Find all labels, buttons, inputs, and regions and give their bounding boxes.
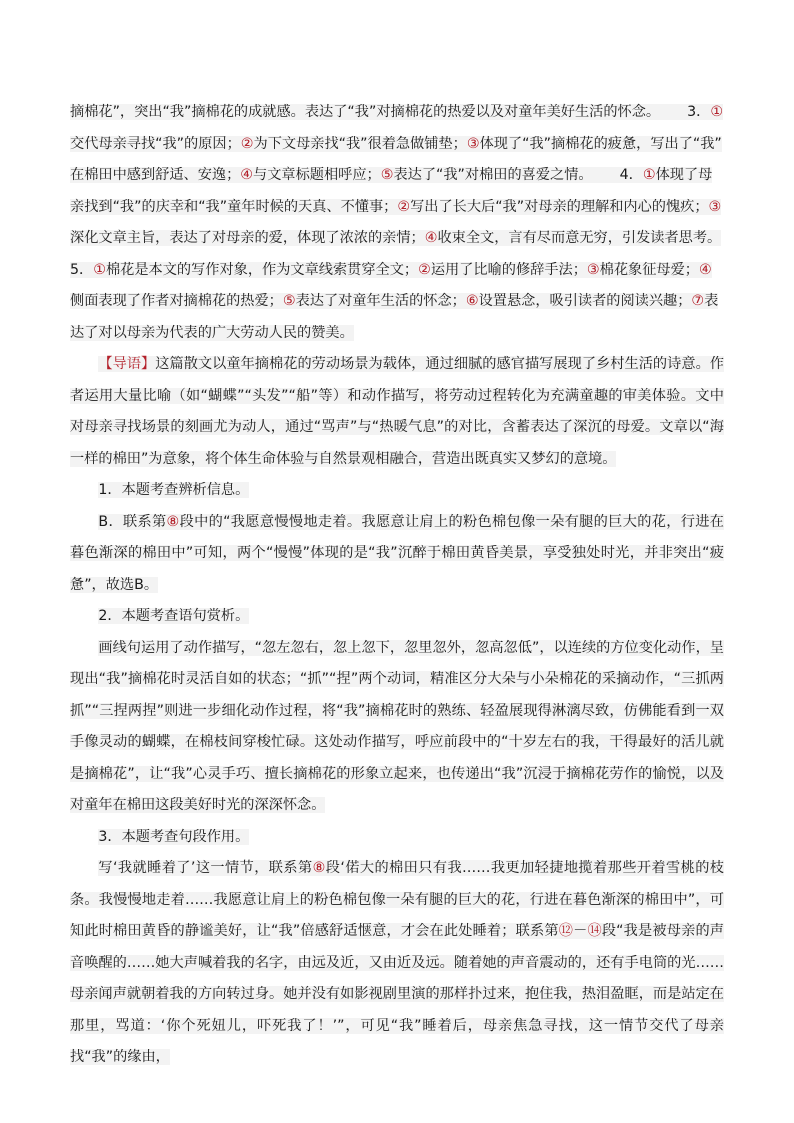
- question-number: 5．: [70, 261, 94, 278]
- q1-heading: [70, 475, 724, 507]
- answer-text: 写出了长大后“我”对母亲的理解和内心的愧疚；: [410, 198, 709, 215]
- answer-text: 深化文章主旨，表达了对母亲的爱，体现了浓浓的亲情；: [70, 230, 425, 246]
- q3-heading-text: 3．本题考查句段作用。: [98, 828, 250, 845]
- circled-number: ③: [466, 135, 480, 152]
- answer-text: 表: [704, 293, 719, 309]
- circled-number: ①: [642, 167, 656, 183]
- answer-line: [70, 199, 721, 215]
- answer-text: 亲找到“我”的庆幸和“我”童年时候的天真、不懂事；: [70, 198, 398, 215]
- answer-line: [70, 230, 721, 246]
- question-number: 3．: [687, 104, 711, 120]
- q3-answer: [70, 853, 724, 1074]
- answer-text: 段“我是被母亲的声音唤醒的……她大声喊着我的名字，由远及近，又由近及远。随着她的声音震动的，还有手电筒的光……母亲闻声就朝着我的方向转过身。她并没有如影视剧里演的那样扑过来，抱住我，热泪盈眶，而是站定在那里，骂道：‘你个死妞儿，吓死我了！’”，可见“我”睡着后，母亲焦急寻找，这一情节交代了母亲找“我”的缘由，: [70, 923, 724, 1065]
- answer-text: 段中的“我愿意慢慢地走着。我愿意让肩上的粉色棉包像一朵有腿的巨大的花，行进在暮色渐深的棉田中”可知，两个“慢慢”体现的是“我”沉醉于棉田黄昏美景，享受独处时光，并非突出“疲惫”，故选B。: [70, 513, 724, 593]
- answer-line: [70, 104, 723, 120]
- answer-text: 棉花是本文的写作对象，作为文章线索贯穿全文；: [105, 261, 419, 278]
- q1-heading-text: 1．本题考查辨析信息。: [98, 482, 250, 498]
- q2-heading: [70, 601, 724, 633]
- circled-number: ①: [710, 104, 724, 120]
- answer-text: 侧面表现了作者对摘棉花的热爱；: [70, 293, 283, 309]
- answer-text: 体现了“我”摘棉花的疲惫，写出了“我”: [479, 135, 722, 152]
- answer-text: 为下文母亲找“我”很着急做铺垫；: [253, 135, 467, 152]
- q3-heading: [70, 822, 724, 854]
- circled-number: ②: [418, 261, 431, 278]
- circled-number: ⑤: [282, 293, 296, 309]
- answer-text: 画线句运用了动作描写，“忽左忽右，忽上忽下，忽里忽外，忽高忽低”，以连续的方位变化动作，呈现出“我”摘棉花时灵活自如的状态；“抓”“捏”两个动词，精准区分大朵与小朵棉花的采摘动作，“三抓两抓”“三捏两捏”则进一步细化动作过程，将“我”摘棉花时的熟练、轻盈展现得淋漓尽致，仿佛能看到一双手像灵动的蝴蝶，在棉枝间穿梭忙碌。这处动作描写，呼应前段中的“十岁左右的我，干得最好的活儿就是摘棉花”，让“我”心灵手巧、擅长摘棉花的形象立起来，也传递出“我”沉浸于摘棉花劳作的愉悦，以及对童年在棉田这段美好时光的深深怀念。: [70, 639, 724, 813]
- question-number: 4．: [619, 167, 643, 183]
- answer-text: 设置悬念，吸引读者的阅读兴趣；: [478, 293, 692, 309]
- circled-number: ①: [93, 261, 106, 278]
- answer-content: [70, 97, 724, 1074]
- answer-text: 收束全文，言有尽而意无穷，引发读者思考。: [437, 230, 722, 246]
- circled-number: ⑦: [691, 293, 705, 309]
- answer-line: [70, 167, 712, 183]
- q2-heading-text: 2．本题考查语句赏析。: [98, 608, 250, 624]
- answer-text: B．联系第: [98, 513, 167, 530]
- circled-number: ⑭: [587, 923, 602, 939]
- answer-text: 在棉田中感到舒适、安逸；: [70, 167, 241, 183]
- circled-number: ⑧: [312, 860, 326, 876]
- answer-text: 运用了比喻的修辞手法；: [430, 261, 587, 278]
- circled-number: ③: [586, 261, 600, 278]
- guide-paragraph: [70, 349, 724, 475]
- circled-number: ②: [240, 135, 254, 152]
- answer-text: 体现了母: [655, 167, 713, 183]
- circled-number: ⑫: [558, 923, 574, 939]
- guide-tag: 【导语】: [98, 356, 156, 372]
- answer-text: 表达了对童年生活的怀念；: [295, 293, 466, 309]
- answer-text: 交代母亲寻找“我”的原因；: [70, 135, 241, 152]
- answer-text: 摘棉花”，突出“我”摘棉花的成就感。表达了“我”对摘棉花的热爱以及对童年美好生活的怀念。: [70, 104, 661, 120]
- circled-number: ③: [708, 198, 722, 215]
- answer-text: 与文章标题相呼应；: [253, 167, 381, 183]
- q2-answer: [70, 633, 724, 822]
- answer-line: [70, 293, 718, 309]
- guide-text: 这篇散文以童年摘棉花的劳动场景为载体，通过细腻的感官描写展现了乡村生活的诗意。作者运用大量比喻（如“蝴蝶”“头发”“船”等）和动作描写，将劳动过程转化为充满童趣的审美体验。文中对母亲寻找场景的刻画尤为动人，通过“骂声”与“热暖气息”的对比，含蓄表达了深沉的母爱。文章以“海一样的棉田”为意象，将个体生命体验与自然景观相融合，营造出既真实又梦幻的意境。: [70, 356, 724, 467]
- q1-answer: [70, 507, 724, 602]
- answer-line: [70, 262, 712, 278]
- circled-number: ②: [397, 198, 411, 215]
- circled-number: ⑧: [166, 513, 180, 530]
- circled-number: ④: [240, 167, 253, 183]
- answer-text: 表达了“我”对棉田的喜爱之情。: [393, 167, 593, 183]
- answer-line: [70, 325, 354, 341]
- circled-number: ⑤: [380, 167, 394, 183]
- answer-text: 棉花象征母爱；: [599, 261, 699, 278]
- circled-number: ⑥: [465, 293, 479, 309]
- answer-text: 写‘我就睡着了’这一情节，联系第: [98, 860, 313, 876]
- circled-number: ④: [698, 261, 712, 278]
- answer-text: －: [573, 923, 588, 939]
- answer-block-1: [70, 97, 724, 349]
- answer-text: 段‘偌大的棉田只有我……我更加轻捷地揽着那些开着雪桃的枝条。我慢慢地走着……我愿意让肩上的粉色棉包像一朵有腿的巨大的花，行进在暮色渐深的棉田中”，可知此时棉田黄昏的静谧美好，让“我”倍感舒适惬意，才会在此处睡着；联系第: [70, 860, 724, 939]
- circled-number: ④: [424, 230, 438, 246]
- answer-line: [70, 136, 722, 152]
- answer-text: 达了对以母亲为代表的广大劳动人民的赞美。: [70, 324, 354, 341]
